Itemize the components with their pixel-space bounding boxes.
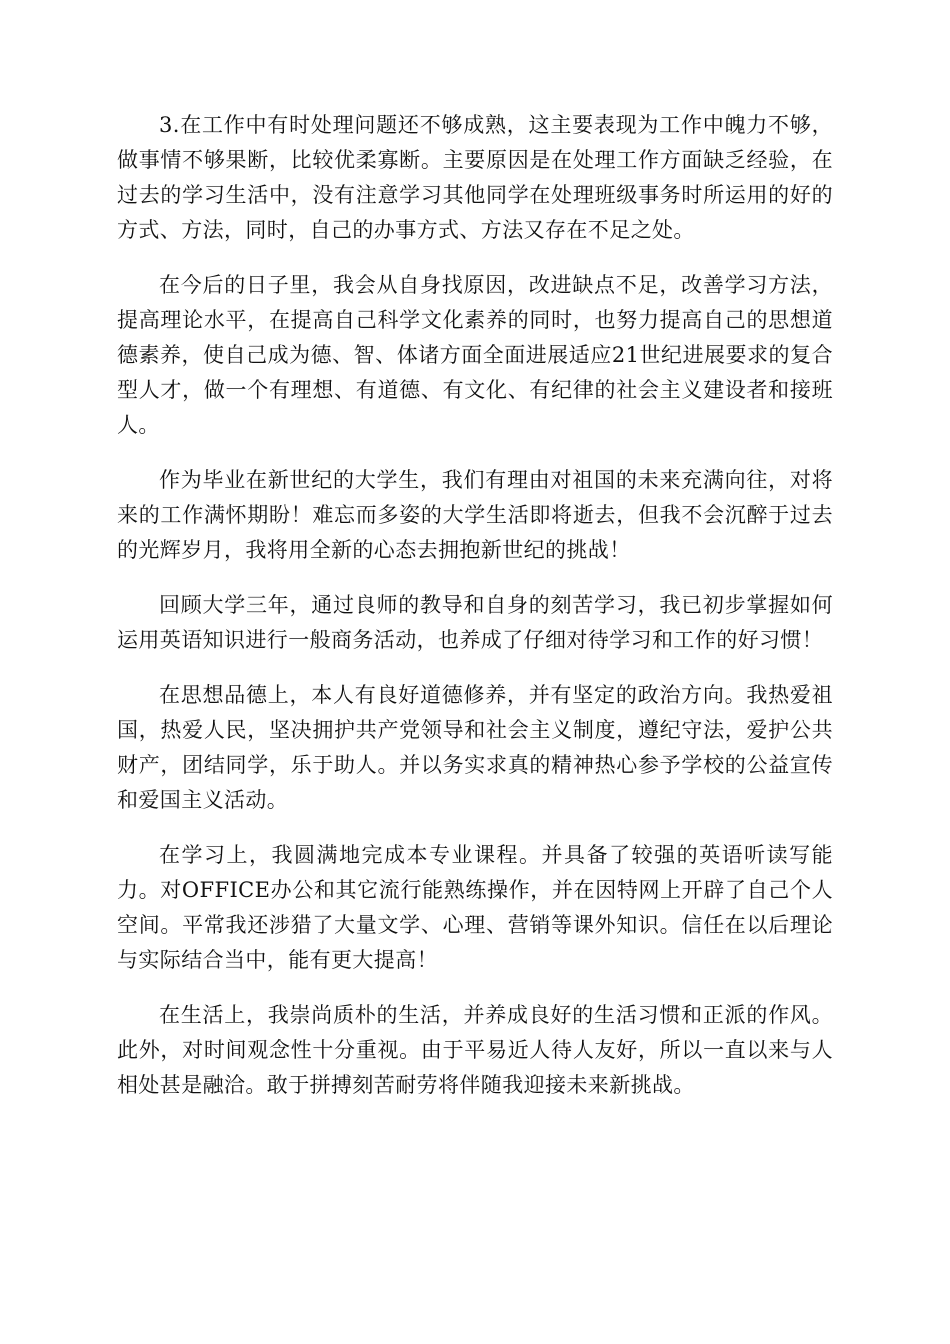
paragraph-study: 在学习上，我圆满地完成本专业课程。并具备了较强的英语听读写能力。对OFFICE办公和其它流行能熟练操作，并在因特网上开辟了自己个人空间。平常我还涉猎了大量文学、心理、营销等课外知识。信任在以后理论与实际结合当中，能有更大提高！: [117, 843, 833, 972]
paragraph-moral-character: 在思想品德上，本人有良好道德修养，并有坚定的政治方向。我热爱祖国，热爱人民，坚决拥护共产党领导和社会主义制度，遵纪守法，爱护公共财产，团结同学，乐于助人。并以务实求真的精神热心参予学校的公益宣传和爱国主义活动。: [117, 683, 833, 812]
paragraph-review-three-years: 回顾大学三年，通过良师的教导和自身的刻苦学习，我已初步掌握如何运用英语知识进行一般商务活动，也养成了仔细对待学习和工作的好习惯！: [117, 593, 833, 652]
paragraph-life: 在生活上，我崇尚质朴的生活，并养成良好的生活习惯和正派的作风。此外，对时间观念性十分重视。由于平易近人待人友好，所以一直以来与人相处甚是融洽。敢于拼搏刻苦耐劳将伴随我迎接未来新挑战。: [117, 1003, 833, 1097]
paragraph-future-plans: 在今后的日子里，我会从自身找原因，改进缺点不足，改善学习方法，提高理论水平，在提高自己科学文化素养的同时，也努力提高自己的思想道德素养，使自己成为德、智、体诸方面全面进展适应21世纪进展要求的复合型人才，做一个有理想、有道德、有文化、有纪律的社会主义建设者和接班人。: [117, 273, 833, 437]
document-page: [117, 108, 833, 1123]
paragraph-work-maturity: 3.在工作中有时处理问题还不够成熟，这主要表现为工作中魄力不够，做事情不够果断，比较优柔寡断。主要原因是在处理工作方面缺乏经验，在过去的学习生活中，没有注意学习其他同学在处理班级事务时所运用的好的方式、方法，同时，自己的办事方式、方法又存在不足之处。: [117, 113, 833, 242]
paragraph-new-century: 作为毕业在新世纪的大学生，我们有理由对祖国的未来充满向往，对将来的工作满怀期盼！难忘而多姿的大学生活即将逝去，但我不会沉醉于过去的光辉岁月，我将用全新的心态去拥抱新世纪的挑战！: [117, 468, 833, 562]
